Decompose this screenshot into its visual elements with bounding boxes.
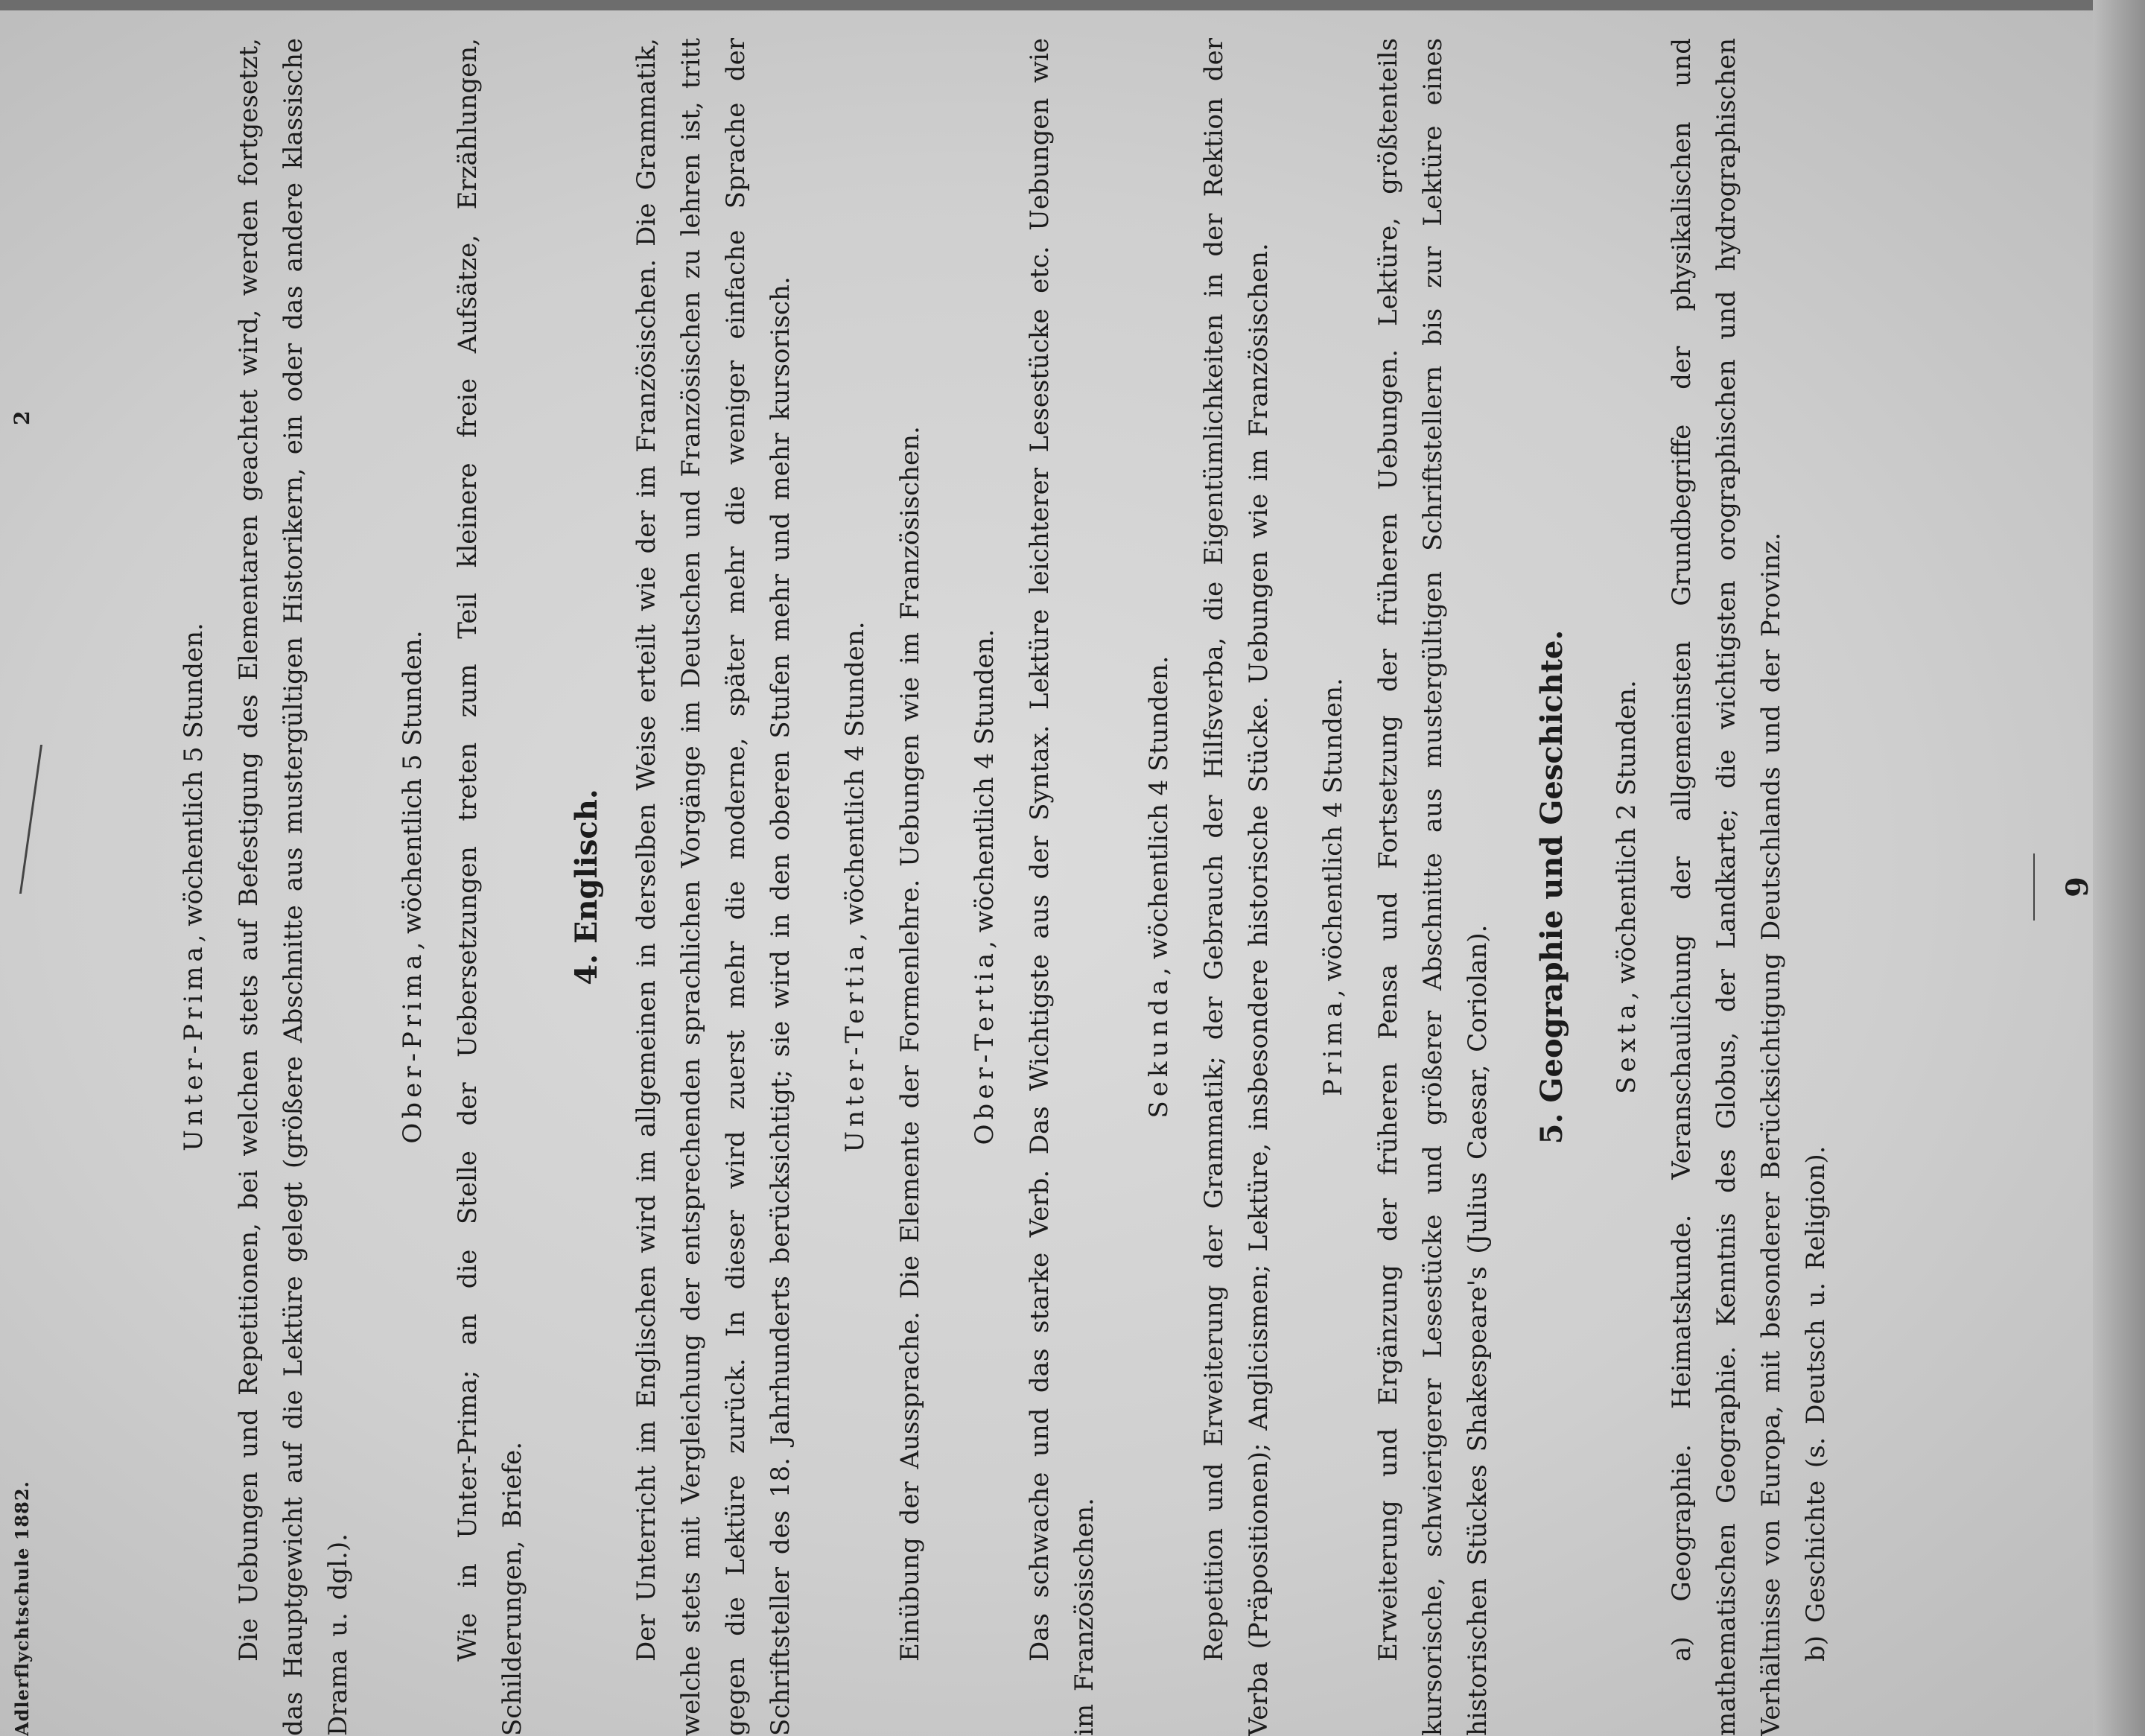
paragraph: Erweiterung und Ergänzung der früheren Pensa und Fortsetzung der früheren Uebungen. Lektüre, größtenteils kursorische, schwierigerer Lesestücke und größerer Abschnitte aus mustergültigen Schriftstellern bis zur Lektüre eines historischen Stückes Shakespeare's (Julius Caesar, Coriolan). bbox=[1373, 38, 1493, 1736]
paragraph: Das schwache und das starke Verb. Das Wichtigste aus der Syntax. Lektüre leichterer Lesestücke etc. Uebungen wie im Französischen. bbox=[1025, 38, 1099, 1736]
rotated-page-body bbox=[10, 38, 2095, 1736]
class-name: Ober-Tertia bbox=[970, 948, 1000, 1145]
class-heading bbox=[962, 38, 1007, 1736]
printer-imprint: Adlerflychtschule 1882. bbox=[11, 1481, 33, 1736]
page-content bbox=[142, 38, 1838, 1736]
paragraph: b) Geschichte (s. Deutsch u. Religion). bbox=[1801, 1145, 1831, 1662]
class-name: Sexta bbox=[1612, 999, 1642, 1094]
class-hours: , wöchentlich 5 Stunden. bbox=[179, 623, 209, 943]
class-heading bbox=[1311, 38, 1356, 1736]
signature-mark: 2 bbox=[10, 410, 34, 425]
class-name: Prima bbox=[1318, 997, 1348, 1096]
scan-top-edge bbox=[0, 0, 2145, 10]
paragraph: Die Uebungen und Repetitionen, bei welchen stets auf Befestigung des Elementaren geachtet wird, werden fortgesetzt, das Hauptgewicht auf die Lektüre gelegt (größere Abschnitte aus mustergültigen Historikern, ein oder das andere klassische Drama u. dgl.). bbox=[234, 38, 353, 1736]
class-heading bbox=[833, 38, 877, 1736]
paragraph: Einübung der Aussprache. Die Elemente der Formenlehre. Uebungen wie im Französischen. bbox=[895, 426, 925, 1662]
class-heading bbox=[171, 38, 216, 1736]
paragraph: a) Geographie. Heimatskunde. Veranschaulichung der allgemeinsten Grundbegriffe der physikalischen und mathematischen Geographie. Kenntnis des Globus, der Landkarte; die wichtigsten orographischen und hydrographischen Verhältnisse von Europa, mit besonderer Berücksichtigung Deutschlands und der Provinz. bbox=[1667, 38, 1786, 1736]
class-hours: , wöchentlich 2 Stunden. bbox=[1612, 680, 1642, 1000]
class-hours: , wöchentlich 4 Stunden. bbox=[1144, 655, 1174, 976]
class-hours: , wöchentlich 4 Stunden. bbox=[970, 629, 1000, 949]
class-name: Unter-Prima bbox=[179, 942, 209, 1151]
section-heading: 5. Geographie und Geschichte. bbox=[1534, 629, 1569, 1145]
class-heading bbox=[1604, 38, 1649, 1736]
page-fold-mark bbox=[0, 745, 42, 894]
page-number-ornament bbox=[2033, 853, 2035, 921]
class-name: Ober-Prima bbox=[398, 950, 428, 1144]
class-hours: , wöchentlich 4 Stunden. bbox=[840, 621, 870, 941]
class-name: Unter-Tertia bbox=[840, 941, 870, 1153]
page-number: 9 bbox=[2060, 877, 2095, 897]
paragraph: Wie in Unter-Prima; an die Stelle der Uebersetzungen treten zum Teil kleinere freie Aufsätze, Erzählungen, Schilderungen, Briefe. bbox=[453, 38, 527, 1736]
class-hours: , wöchentlich 4 Stunden. bbox=[1318, 678, 1348, 998]
scan-right-edge bbox=[2093, 0, 2145, 1736]
paragraph: Der Unterricht im Englischen wird im allgemeinen in derselben Weise erteilt wie der im Französischen. Die Grammatik, welche stets mit Vergleichung der entsprechenden sprachlichen Vorgänge im Deutschen und Französischen zu lehren ist, tritt gegen die Lektüre zurück. In dieser wird zuerst mehr die moderne, später mehr die weniger einfache Sprache der Schriftsteller des 18. Jahrhunderts berücksichtigt; sie wird in den oberen Stufen mehr und mehr kursorisch. bbox=[632, 38, 795, 1736]
class-heading bbox=[390, 38, 435, 1736]
class-heading bbox=[1137, 38, 1181, 1736]
class-name: Sekunda bbox=[1144, 975, 1174, 1119]
paragraph: Repetition und Erweiterung der Grammatik; der Gebrauch der Hilfsverba, die Eigentümlichkeiten in der Rektion der Verba (Präpositionen); Anglicismen; Lektüre, insbesondere historische Stücke. Uebungen wie im Französischen. bbox=[1199, 38, 1274, 1736]
section-heading: 4. Englisch. bbox=[569, 789, 604, 985]
class-hours: , wöchentlich 5 Stunden. bbox=[398, 630, 428, 950]
